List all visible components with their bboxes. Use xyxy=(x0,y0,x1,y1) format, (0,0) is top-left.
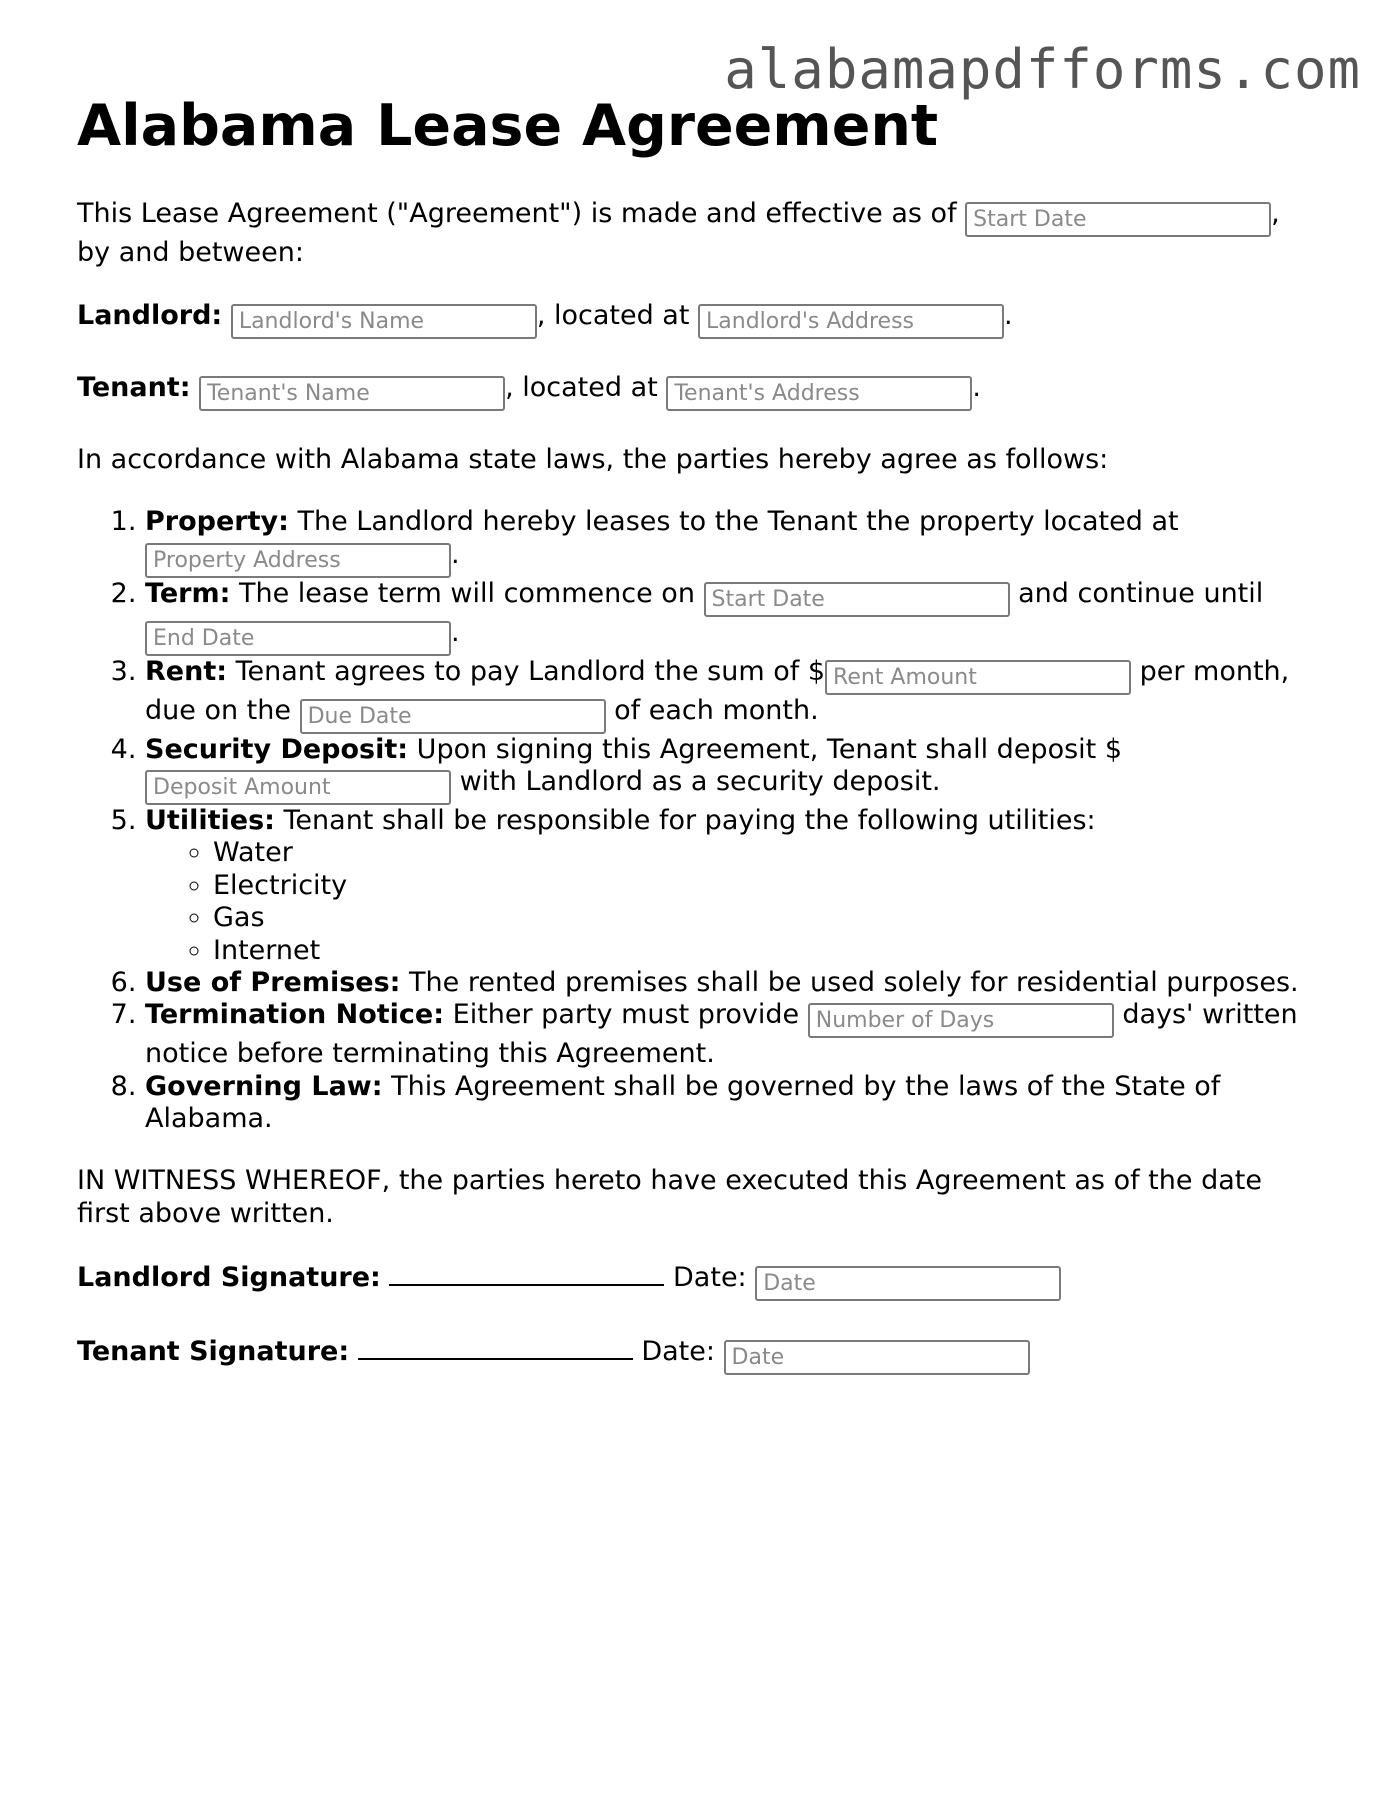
tenant-located-at: , located at xyxy=(505,371,667,403)
property-period: . xyxy=(451,538,460,570)
term-utilities xyxy=(145,805,1322,967)
tenant-address-field[interactable] xyxy=(666,376,972,411)
landlord-name-field[interactable] xyxy=(231,304,537,339)
tenant-date-label: Date: xyxy=(632,1336,724,1368)
utilities-text: Tenant shall be responsible for paying the following utilities: xyxy=(274,804,1096,836)
landlord-label: Landlord: xyxy=(77,299,223,331)
landlord-row xyxy=(77,300,1322,339)
landlord-signature-line[interactable] xyxy=(389,1260,664,1286)
rent-due-date-field[interactable] xyxy=(300,699,606,734)
tenant-name-field[interactable] xyxy=(199,376,505,411)
term-termination-notice xyxy=(145,999,1322,1070)
lease-end-date-field[interactable] xyxy=(145,621,451,656)
lease-start-date-field[interactable] xyxy=(704,582,1010,617)
tenant-label: Tenant: xyxy=(77,371,191,403)
accordance-paragraph: In accordance with Alabama state laws, the parties hereby agree as follows: xyxy=(77,443,1109,475)
tenant-signature-label: Tenant Signature: xyxy=(77,1336,350,1368)
intro-text: This Lease Agreement ("Agreement") is made and effective as of xyxy=(77,198,966,230)
tenant-row xyxy=(77,372,1322,411)
term-rent xyxy=(145,656,1322,734)
utility-item: ◦ Water xyxy=(213,837,1322,869)
rent-text: Tenant agrees to pay Landlord the sum of $ xyxy=(227,655,826,687)
term-period: . xyxy=(451,616,460,648)
term-middle-text: and continue until xyxy=(1009,577,1264,609)
term-security-deposit xyxy=(145,734,1322,805)
landlord-date-label: Date: xyxy=(664,1262,756,1294)
rent-end-text: of each month. xyxy=(605,694,819,726)
tenant-signature-line[interactable] xyxy=(358,1334,633,1360)
utility-item: ◦ Electricity xyxy=(213,870,1322,902)
landlord-signature-date-field[interactable] xyxy=(755,1266,1061,1301)
deposit-text: Upon signing this Agreement, Tenant shall deposit $ xyxy=(408,733,1122,765)
lease-document xyxy=(77,92,1322,1408)
utility-item: ◦ Gas xyxy=(213,902,1322,934)
landlord-located-at: , located at xyxy=(536,299,699,331)
deposit-end-text: with Landlord as a security deposit. xyxy=(451,765,941,797)
use-text: The rented premises shall be used solely for residential purposes. xyxy=(400,966,1299,998)
termination-label: Termination Notice: xyxy=(145,999,445,1031)
landlord-address-field[interactable] xyxy=(698,304,1004,339)
landlord-period: . xyxy=(1004,299,1013,331)
rent-amount-field[interactable] xyxy=(825,660,1131,695)
property-address-field[interactable] xyxy=(145,543,451,578)
term-property xyxy=(145,506,1322,577)
use-label: Use of Premises: xyxy=(145,966,401,998)
intro-line2: by and between: xyxy=(77,237,304,269)
term-text: The lease term will commence on xyxy=(230,577,704,609)
term-label: Term: xyxy=(145,577,231,609)
utilities-label: Utilities: xyxy=(145,804,275,836)
term-governing-law xyxy=(145,1071,1322,1136)
tenant-period: . xyxy=(972,371,981,403)
tenant-signature-row xyxy=(77,1334,1322,1375)
terms-list xyxy=(77,506,1322,1135)
page-title: Alabama Lease Agreement xyxy=(77,93,939,159)
utility-item: ◦ Internet xyxy=(213,935,1322,967)
landlord-signature-label: Landlord Signature: xyxy=(77,1262,381,1294)
law-text: This Agreement shall be governed by the laws of the State of Alabama. xyxy=(145,1070,1221,1135)
tenant-signature-date-field[interactable] xyxy=(724,1340,1030,1375)
site-watermark: alabamapdfforms.com xyxy=(724,38,1361,101)
deposit-label: Security Deposit: xyxy=(145,733,409,765)
utilities-list xyxy=(145,837,1322,967)
property-label: Property: xyxy=(145,506,289,538)
intro-paragraph xyxy=(77,198,1322,269)
termination-end-text: days' written notice before terminating this Agreement. xyxy=(145,999,1298,1070)
rent-label: Rent: xyxy=(145,655,228,687)
witness-paragraph: IN WITNESS WHEREOF, the parties hereto have executed this Agreement as of the date first above written. xyxy=(77,1165,1262,1229)
agreement-start-date-field[interactable] xyxy=(965,202,1271,237)
law-label: Governing Law: xyxy=(145,1070,383,1102)
term-term xyxy=(145,578,1322,656)
property-text: The Landlord hereby leases to the Tenant the property located at xyxy=(288,506,1179,538)
intro-comma: , xyxy=(1271,198,1280,230)
term-use-of-premises xyxy=(145,967,1322,999)
landlord-signature-row xyxy=(77,1260,1322,1301)
deposit-amount-field[interactable] xyxy=(145,770,451,805)
termination-text: Either party must provide xyxy=(444,999,808,1031)
rent-middle-text: per month, due on the xyxy=(145,655,1290,726)
notice-days-field[interactable] xyxy=(808,1003,1114,1038)
